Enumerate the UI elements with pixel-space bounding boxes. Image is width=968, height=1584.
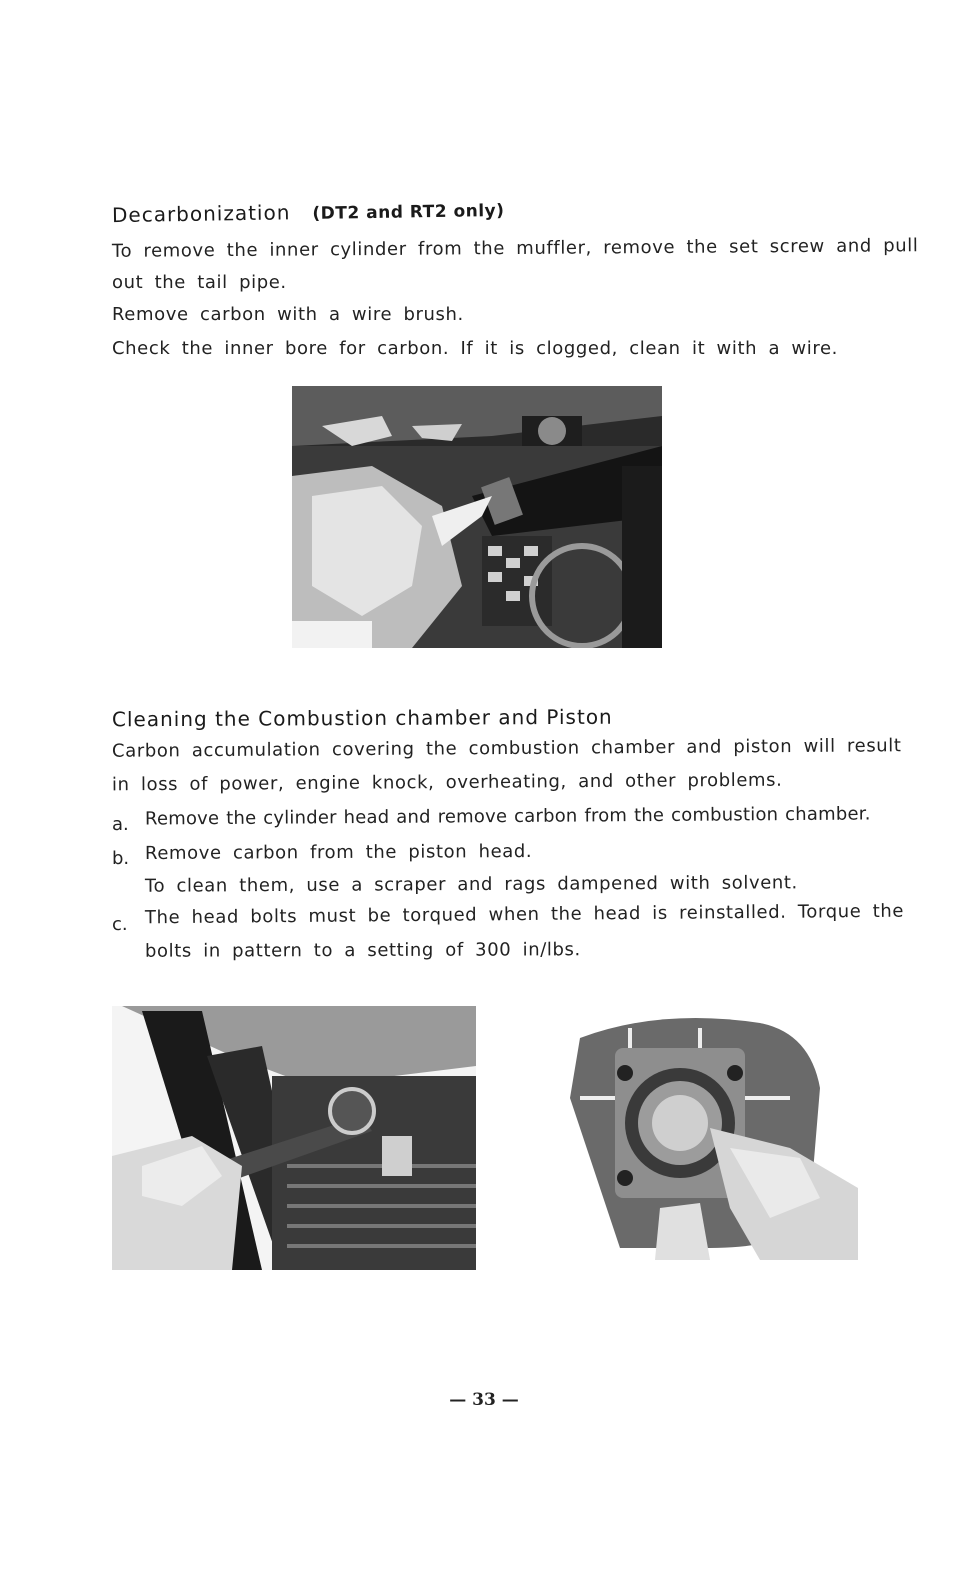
list-item-line: bolts in pattern to a setting of 300 in/lbs. xyxy=(144,939,581,962)
paragraph-line: Check the inner bore for carbon. If it is clogged, clean it with a wire. xyxy=(112,338,838,359)
section-heading-decarbonization xyxy=(112,197,505,227)
paragraph-line: Carbon accumulation covering the combustion chamber and piston will result xyxy=(111,735,902,762)
photo-muffler-tailpipe xyxy=(292,386,662,648)
paragraph-line: in loss of power, engine knock, overheating, and other problems. xyxy=(111,769,783,796)
list-item-line: Remove the cylinder head and remove carbon from the combustion chamber. xyxy=(144,803,871,830)
heading-note: (DT2 and RT2 only) xyxy=(312,200,505,224)
list-marker: c. xyxy=(112,914,128,935)
list-marker: a. xyxy=(112,814,129,835)
photo-wrench-graphic xyxy=(112,1006,476,1270)
paragraph-line: Remove carbon with a wire brush. xyxy=(112,304,464,325)
section-heading-combustion: Cleaning the Combustion chamber and Piston xyxy=(111,704,613,732)
paragraph-line: out the tail pipe. xyxy=(112,272,287,293)
photo-cylinder-head-wrench xyxy=(112,1006,476,1270)
list-item-line: The head bolts must be torqued when the head is reinstalled. Torque the xyxy=(144,900,905,929)
list-item-line: Remove carbon from the piston head. xyxy=(144,840,533,865)
photo-piston-graphic xyxy=(560,1008,858,1260)
paragraph-line: To remove the inner cylinder from the muffler, remove the set screw and pull xyxy=(111,235,919,262)
photo-piston-head xyxy=(560,1008,858,1260)
list-item-line: To clean them, use a scraper and rags dampened with solvent. xyxy=(144,872,798,897)
page-number: — 33 — xyxy=(449,1390,519,1410)
photo-muffler-graphic xyxy=(292,386,662,648)
list-marker: b. xyxy=(112,848,130,869)
heading-text: Decarbonization xyxy=(111,200,291,228)
